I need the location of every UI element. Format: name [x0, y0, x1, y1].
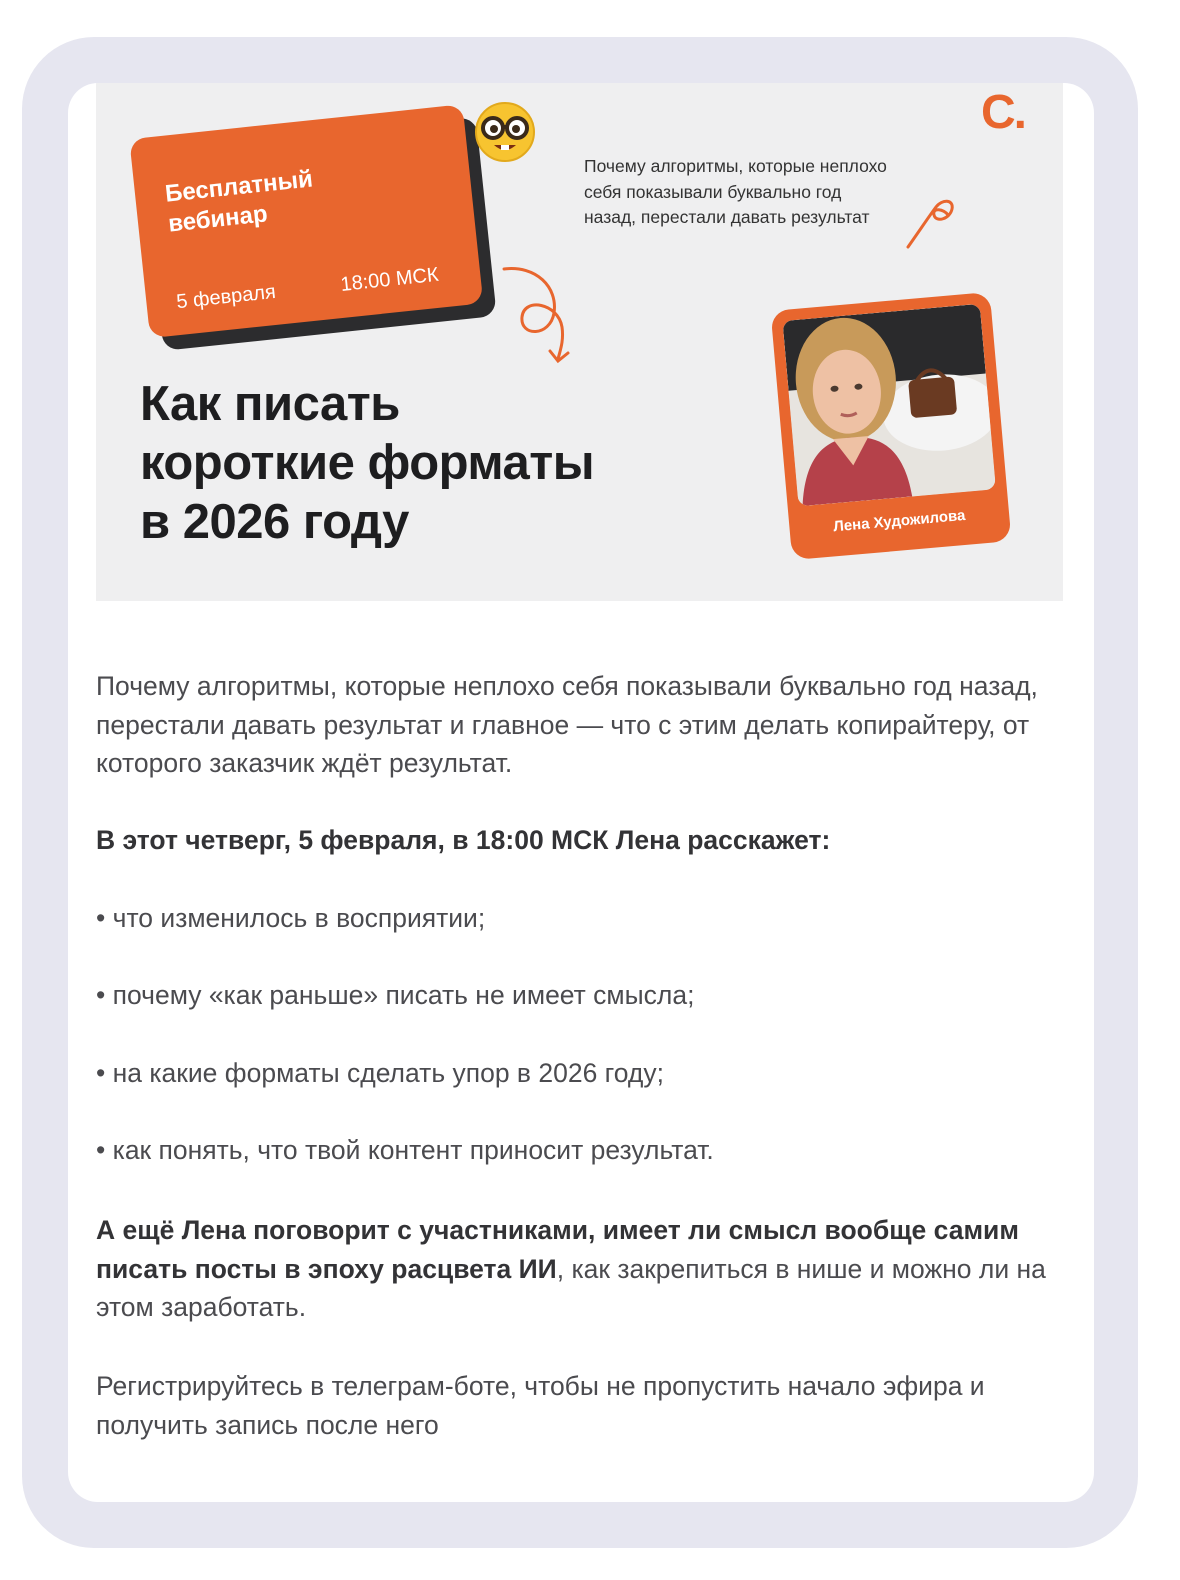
banner-teaser: Почему алгоритмы, которые неплохо себя показывали буквально год назад, перестали давать результат — [584, 156, 887, 227]
ticket-face — [129, 104, 483, 338]
extra-paragraph — [96, 1211, 1071, 1327]
ticket-time: 18:00 МСК — [339, 263, 440, 296]
cta-paragraph: Регистрируйтесь в телеграм-боте, чтобы не пропустить начало эфира и получить запись после него — [96, 1371, 985, 1440]
extra-rest-text: , как закрепиться в нише и можно ли на этом заработать. — [96, 1253, 1046, 1322]
list-item: • на какие форматы сделать упор в 2026 году; — [96, 1058, 664, 1088]
extra-bold-text: А ещё Лена поговорит с участниками, имеет ли смысл вообще самим писать посты в эпоху расцвета ИИ — [96, 1215, 1019, 1284]
headline-line: короткие форматы — [140, 436, 595, 490]
intro-paragraph: Почему алгоритмы, которые неплохо себя показывали буквально год назад, перестали давать результат и главное — что с этим делать копирайтеру, от которого заказчик ждёт результат. — [96, 671, 1038, 778]
list-item: • что изменилось в восприятии; — [96, 903, 486, 933]
arrow-squiggle-decoration — [496, 261, 586, 371]
ticket-title: Бесплатный вебинар — [163, 165, 315, 238]
speaker-name: Лена Художилова — [832, 506, 967, 536]
speaker-photo — [782, 304, 995, 507]
squiggle-decoration — [904, 195, 964, 255]
banner-headline — [140, 375, 700, 552]
announce-paragraph: В этот четверг, 5 февраля, в 18:00 МСК Лена расскажет: — [96, 825, 831, 855]
brand-logo: С. — [981, 86, 1025, 139]
list-item: • почему «как раньше» писать не имеет смысла; — [96, 980, 695, 1010]
headline-line: Как писать — [140, 377, 400, 431]
ticket-date: 5 февраля — [175, 280, 277, 314]
speaker-portrait — [782, 304, 995, 507]
webinar-banner[interactable] — [96, 83, 1063, 601]
webinar-ticket — [131, 106, 485, 340]
speaker-card — [771, 292, 1012, 560]
nerd-face-icon — [474, 101, 536, 163]
email-card — [68, 83, 1094, 1502]
headline-line: в 2026 году — [140, 495, 409, 549]
list-item: • как понять, что твой контент приносит результат. — [96, 1135, 714, 1165]
